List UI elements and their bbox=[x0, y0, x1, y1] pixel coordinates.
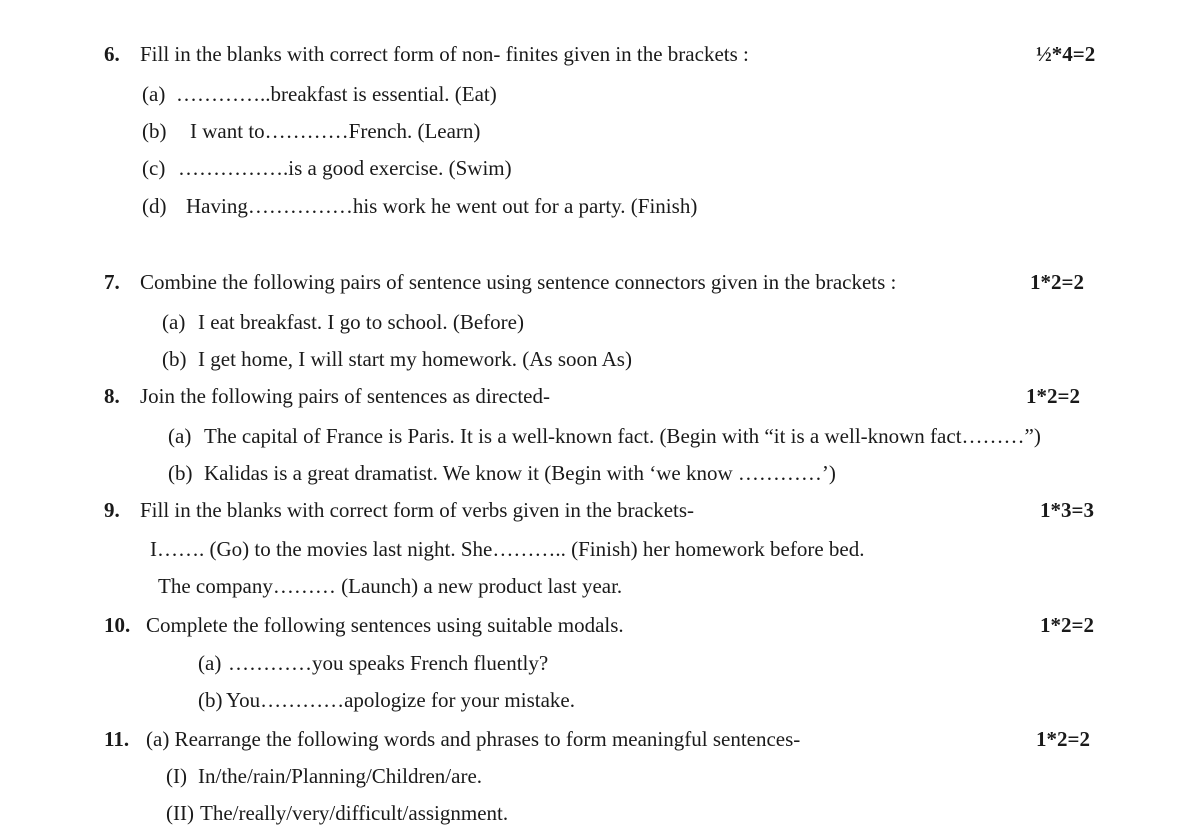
question-9-marks: 1*3=3 bbox=[1040, 498, 1094, 522]
item-label: (II) bbox=[166, 801, 194, 825]
item-label: (d) bbox=[142, 194, 167, 218]
q11-item-ii bbox=[166, 801, 508, 825]
q6-item-d bbox=[142, 194, 697, 218]
item-text: Kalidas is a great dramatist. We know it (Begin with ‘we know …………’) bbox=[204, 461, 836, 485]
question-7-heading bbox=[104, 270, 896, 294]
question-text: Join the following pairs of sentences as directed- bbox=[140, 384, 550, 408]
question-number: 8. bbox=[104, 384, 120, 408]
q9-line-1: I……. (Go) to the movies last night. She……….. (Finish) her homework before bed. bbox=[150, 537, 865, 561]
question-10-marks: 1*2=2 bbox=[1040, 613, 1094, 637]
q10-item-b bbox=[198, 688, 575, 712]
question-number: 11. bbox=[104, 727, 130, 751]
question-text: Fill in the blanks with correct form of verbs given in the brackets- bbox=[140, 498, 695, 522]
question-6-marks: ½*4=2 bbox=[1036, 42, 1096, 66]
item-label: (b) bbox=[162, 347, 187, 371]
item-label: (b) bbox=[198, 688, 223, 712]
item-text: …………you speaks French fluently? bbox=[228, 651, 549, 675]
q8-item-b bbox=[168, 461, 836, 485]
question-text: Fill in the blanks with correct form of non- finites given in the brackets : bbox=[140, 42, 749, 66]
item-label: (a) bbox=[162, 310, 186, 334]
question-text: Combine the following pairs of sentence using sentence connectors given in the brackets : bbox=[140, 270, 897, 294]
item-text: I eat breakfast. I go to school. (Before) bbox=[198, 310, 524, 334]
item-text: Having……………his work he went out for a party. (Finish) bbox=[186, 194, 698, 218]
question-7-marks: 1*2=2 bbox=[1030, 270, 1084, 294]
question-8-marks: 1*2=2 bbox=[1026, 384, 1080, 408]
q8-item-a bbox=[168, 424, 1041, 448]
item-label: (b) bbox=[168, 461, 193, 485]
item-text: You…………apologize for your mistake. bbox=[226, 688, 575, 712]
question-number: 9. bbox=[104, 498, 120, 522]
question-10-heading bbox=[104, 613, 624, 637]
question-number: 10. bbox=[104, 613, 131, 637]
item-label: (c) bbox=[142, 156, 166, 180]
q6-item-c bbox=[142, 156, 512, 180]
question-number: 7. bbox=[104, 270, 120, 294]
item-label: (a) bbox=[198, 651, 222, 675]
item-text: I want to…………French. (Learn) bbox=[190, 119, 481, 143]
question-9-heading bbox=[104, 498, 694, 522]
question-number: 6. bbox=[104, 42, 120, 66]
q7-item-b bbox=[162, 347, 632, 371]
question-8-heading bbox=[104, 384, 550, 408]
q7-item-a bbox=[162, 310, 524, 334]
question-text: Complete the following sentences using suitable modals. bbox=[146, 613, 624, 637]
item-label: (I) bbox=[166, 764, 187, 788]
q6-item-a bbox=[142, 82, 497, 106]
item-label: (a) bbox=[142, 82, 166, 106]
question-11-marks: 1*2=2 bbox=[1036, 727, 1090, 751]
item-label: (a) bbox=[168, 424, 192, 448]
question-text: (a) Rearrange the following words and phrases to form meaningful sentences- bbox=[146, 727, 801, 751]
item-text: In/the/rain/Planning/Children/are. bbox=[198, 764, 483, 788]
item-label: (b) bbox=[142, 119, 167, 143]
q9-line-2: The company……… (Launch) a new product last year. bbox=[158, 574, 623, 598]
item-text: The capital of France is Paris. It is a well-known fact. (Begin with “it is a well-known fact………”) bbox=[204, 424, 1041, 448]
q6-item-b bbox=[142, 119, 480, 143]
item-text: I get home, I will start my homework. (As soon As) bbox=[198, 347, 632, 371]
q11-item-i bbox=[166, 764, 482, 788]
item-text: The/really/very/difficult/assignment. bbox=[200, 801, 509, 825]
question-11-heading bbox=[104, 727, 800, 751]
question-6-heading bbox=[104, 42, 749, 66]
item-text: …………..breakfast is essential. (Eat) bbox=[176, 82, 497, 106]
q10-item-a bbox=[198, 651, 548, 675]
item-text: …………….is a good exercise. (Swim) bbox=[178, 156, 512, 180]
